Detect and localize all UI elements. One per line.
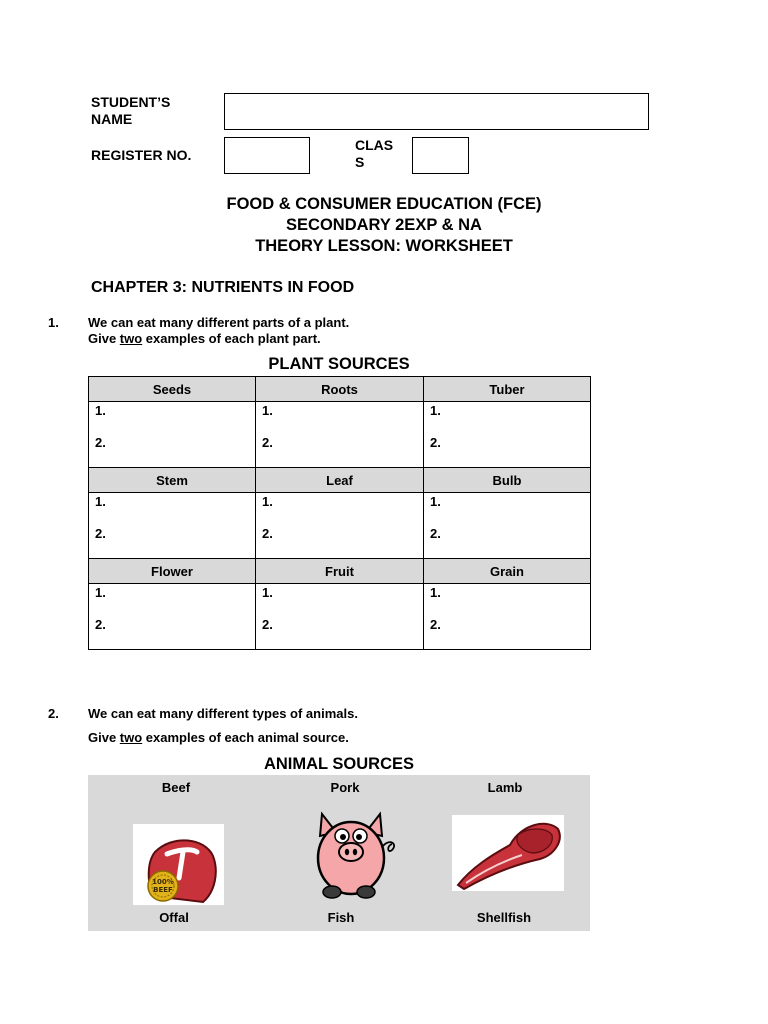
student-name-label: STUDENT’S NAME: [91, 94, 171, 127]
answer-cell[interactable]: [424, 402, 591, 468]
answer-cell[interactable]: [89, 493, 256, 559]
lamb-chop-image: [452, 815, 564, 891]
answer-number-2: 2.: [430, 526, 441, 541]
plant-part-header: Stem: [89, 468, 256, 493]
animal-label-beef: Beef: [161, 780, 191, 795]
question-1-text: We can eat many different parts of a plant. Give two examples of each plant part.: [88, 315, 350, 346]
beef-badge-text-1: 100%: [152, 878, 174, 886]
chapter-heading: CHAPTER 3: NUTRIENTS IN FOOD: [91, 279, 355, 296]
beef-badge-text-2: BEEF: [153, 886, 173, 894]
question-2-line2: Give two examples of each animal source.: [88, 730, 349, 745]
animal-label-fish: Fish: [327, 910, 355, 925]
answer-number-1: 1.: [430, 494, 441, 509]
animal-sources-panel: [88, 775, 590, 931]
plant-part-header: Fruit: [256, 559, 424, 584]
beef-steak-image: [133, 824, 224, 905]
answer-number-1: 1.: [262, 494, 273, 509]
answer-number-1: 1.: [95, 585, 106, 600]
answer-number-2: 2.: [430, 435, 441, 450]
answer-number-1: 1.: [430, 585, 441, 600]
question-1-number: 1.: [48, 315, 59, 330]
class-field[interactable]: [412, 137, 469, 174]
answer-number-1: 1.: [262, 403, 273, 418]
plant-sources-table: [88, 376, 591, 650]
register-no-label: REGISTER NO.: [91, 147, 192, 163]
question-2-number: 2.: [48, 706, 59, 721]
answer-number-1: 1.: [430, 403, 441, 418]
plant-part-header: Leaf: [256, 468, 424, 493]
answer-number-2: 2.: [262, 526, 273, 541]
answer-number-2: 2.: [262, 617, 273, 632]
plant-part-header: Grain: [424, 559, 591, 584]
answer-number-1: 1.: [95, 403, 106, 418]
answer-number-2: 2.: [95, 435, 106, 450]
animal-label-lamb: Lamb: [487, 780, 523, 795]
animal-label-shellfish: Shellfish: [476, 910, 532, 925]
answer-number-1: 1.: [262, 585, 273, 600]
answer-cell[interactable]: [256, 584, 424, 650]
answer-number-2: 2.: [262, 435, 273, 450]
answer-number-1: 1.: [95, 494, 106, 509]
worksheet-title-line1: FOOD & CONSUMER EDUCATION (FCE): [226, 195, 542, 213]
answer-cell[interactable]: [89, 402, 256, 468]
question-2-line1: We can eat many different types of animals.: [88, 706, 358, 721]
plant-part-header: Tuber: [424, 377, 591, 402]
answer-cell[interactable]: [424, 493, 591, 559]
worksheet-title-line3: THEORY LESSON: WORKSHEET: [255, 237, 513, 255]
worksheet-title-line2: SECONDARY 2EXP & NA: [286, 216, 482, 234]
animal-label-offal: Offal: [159, 910, 189, 925]
answer-cell[interactable]: [89, 584, 256, 650]
plant-part-header: Seeds: [89, 377, 256, 402]
animal-sources-title: ANIMAL SOURCES: [263, 755, 415, 773]
answer-cell[interactable]: [424, 584, 591, 650]
answer-cell[interactable]: [256, 402, 424, 468]
answer-cell[interactable]: [256, 493, 424, 559]
animal-label-pork: Pork: [330, 780, 360, 795]
plant-part-header: Flower: [89, 559, 256, 584]
plant-sources-title: PLANT SOURCES: [268, 355, 410, 373]
class-label: CLAS S: [355, 137, 394, 170]
plant-part-header: Roots: [256, 377, 424, 402]
plant-part-header: Bulb: [424, 468, 591, 493]
answer-number-2: 2.: [430, 617, 441, 632]
register-no-field[interactable]: [224, 137, 310, 174]
answer-number-2: 2.: [95, 617, 106, 632]
pig-image: [310, 806, 402, 900]
student-name-field[interactable]: [224, 93, 649, 130]
answer-number-2: 2.: [95, 526, 106, 541]
